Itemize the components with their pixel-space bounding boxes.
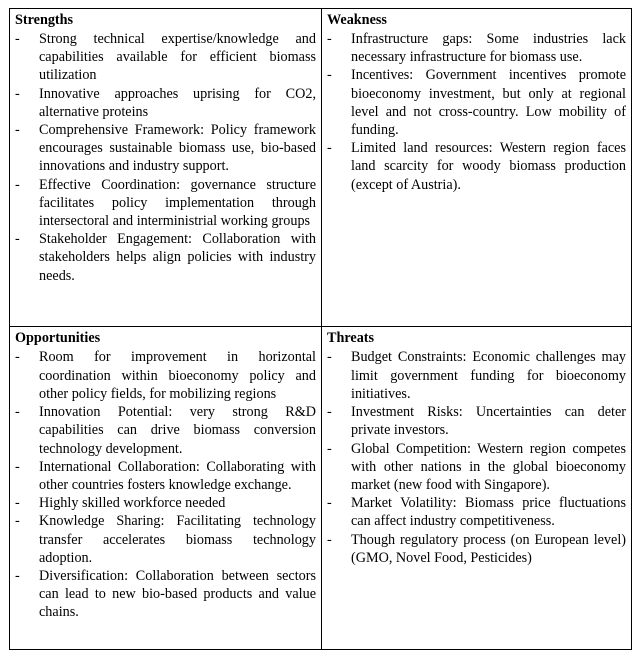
list-item xyxy=(15,230,316,285)
bullet-dash: - xyxy=(15,495,20,512)
list-item-text: Effective Coordination: governance structure facilitates policy implementation through intersectoral and interministrial working groups xyxy=(39,176,316,230)
opportunities-cell xyxy=(10,327,322,650)
list-item xyxy=(15,30,316,85)
bullet-dash: - xyxy=(327,67,332,84)
bullet-dash: - xyxy=(15,404,20,421)
list-item-text: Market Volatility: Biomass price fluctuations can affect industry competitiveness. xyxy=(351,495,626,530)
list-item-text: Investment Risks: Uncertainties can deter private investors. xyxy=(351,404,626,439)
list-item xyxy=(327,403,626,439)
threats-list xyxy=(327,348,626,566)
list-item xyxy=(15,512,316,567)
swot-row-top xyxy=(10,9,632,327)
list-item-text: Global Competition: Western region competes with other nations in the global bioeconomy market (new food with Singapore). xyxy=(351,440,626,493)
list-item xyxy=(327,66,626,139)
list-item xyxy=(327,440,626,495)
threats-title: Threats xyxy=(327,330,375,347)
list-item-text: Knowledge Sharing: Facilitating technology transfer accelerates biomass technology adoption. xyxy=(39,513,316,566)
strengths-title: Strengths xyxy=(15,12,74,28)
bullet-dash: - xyxy=(15,567,20,584)
swot-row-bottom xyxy=(10,327,632,650)
list-item-text: Diversification: Collaboration between sectors can lead to new bio-based products and value chains. xyxy=(39,567,316,621)
list-item-text: International Collaboration: Collaborating with other countries fosters knowledge exchange. xyxy=(39,458,316,493)
list-item xyxy=(15,494,316,512)
list-item-text: Strong technical expertise/knowledge and capabilities available for efficient biomass utilization xyxy=(39,31,316,84)
list-item-text: Innovative approaches uprising for CO2, alternative proteins xyxy=(39,85,316,120)
bullet-dash: - xyxy=(15,231,20,248)
list-item xyxy=(327,30,626,66)
bullet-dash: - xyxy=(327,495,332,512)
bullet-dash: - xyxy=(327,349,332,366)
bullet-dash: - xyxy=(327,140,332,157)
bullet-dash: - xyxy=(327,531,332,548)
bullet-dash: - xyxy=(15,122,20,139)
weakness-list xyxy=(327,30,626,194)
swot-table xyxy=(9,8,632,650)
list-item xyxy=(15,458,316,494)
bullet-dash: - xyxy=(15,31,20,47)
list-item xyxy=(15,348,316,403)
list-item xyxy=(327,531,626,567)
list-item-text: Incentives: Government incentives promote bioeconomy investment, but only at regional level and not cross-country. Low mobility of funding. xyxy=(351,67,626,139)
bullet-dash: - xyxy=(327,440,332,457)
list-item xyxy=(15,403,316,458)
bullet-dash: - xyxy=(15,176,20,193)
list-item xyxy=(15,567,316,622)
bullet-dash: - xyxy=(15,349,20,366)
list-item xyxy=(327,348,626,403)
strengths-cell xyxy=(10,9,322,327)
list-item xyxy=(327,494,626,530)
bullet-dash: - xyxy=(15,513,20,530)
list-item xyxy=(15,176,316,231)
strengths-list xyxy=(15,30,316,285)
list-item-text: Innovation Potential: very strong R&D capabilities can drive biomass conversion technology development. xyxy=(39,404,316,457)
list-item xyxy=(15,121,316,176)
opportunities-title: Opportunities xyxy=(15,330,101,347)
bullet-dash: - xyxy=(15,458,20,475)
list-item-text: Limited land resources: Western region faces land scarcity for woody biomass production (except of Austria). xyxy=(351,140,626,193)
list-item-text: Budget Constraints: Economic challenges may limit government funding for bioeconomy initiatives. xyxy=(351,349,626,402)
list-item-text: Room for improvement in horizontal coordination within bioeconomy policy and other policy fields, for mobilizing regions xyxy=(39,349,316,402)
list-item-text: Infrastructure gaps: Some industries lack necessary infrastructure for biomass use. xyxy=(351,31,626,66)
list-item-text: Though regulatory process (on European level) (GMO, Novel Food, Pesticides) xyxy=(351,531,626,566)
threats-cell xyxy=(322,327,632,650)
bullet-dash: - xyxy=(15,85,20,102)
weakness-title: Weakness xyxy=(327,12,387,28)
list-item xyxy=(15,85,316,121)
weakness-cell xyxy=(322,9,632,327)
bullet-dash: - xyxy=(327,404,332,421)
list-item-text: Comprehensive Framework: Policy framework encourages sustainable biomass use, bio-based innovations and industry support. xyxy=(39,122,316,175)
list-item-text: Highly skilled workforce needed xyxy=(39,495,226,512)
opportunities-list xyxy=(15,348,316,621)
bullet-dash: - xyxy=(327,31,332,47)
list-item xyxy=(327,139,626,194)
list-item-text: Stakeholder Engagement: Collaboration with stakeholders helps align policies with industry needs. xyxy=(39,231,316,284)
